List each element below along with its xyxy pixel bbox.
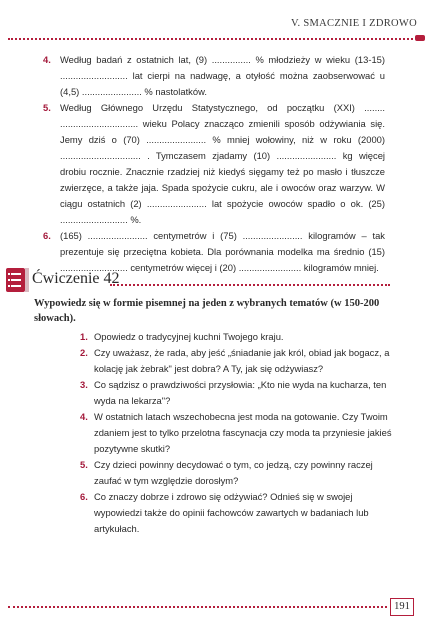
running-head: V. SMACZNIE I ZDROWO [291, 18, 417, 29]
item-number: 5. [43, 102, 51, 113]
item-number: 1. [80, 331, 88, 342]
exercise-instruction: Wypowiedz się w formie pisemnej na jeden z wybranych tematów (w 150-200 słowach). [34, 298, 380, 324]
item-number: 6. [80, 491, 88, 502]
item-text: Według badań z ostatnich lat, (9) ............... % młodzieży w wieku (13-15) .......................... lat cierpi na nadwagę, a otyłość można zaobserwować u (4,5) ....................... % nastolatków. [60, 54, 385, 97]
exercise-icon-bar [25, 268, 29, 292]
item-number: 4. [80, 411, 88, 422]
item-text: W ostatnich latach wszechobecna jest moda na gotowanie. Czy Twoim zdaniem jest to tylko przelotna fascynacja czy moda ta przyniesie jakieś pozytywne skutki? [94, 411, 392, 454]
topic-list [80, 329, 394, 537]
page-number: 191 [390, 598, 414, 616]
item-text: Opowiedz o tradycyjnej kuchni Twojego kraju. [94, 331, 284, 342]
exercise-icon [6, 268, 25, 292]
list-item [80, 345, 394, 377]
exercise-title: Ćwiczenie 42 [32, 270, 120, 287]
list-item [80, 457, 394, 489]
fill-in-list [43, 52, 385, 276]
item-number: 2. [80, 347, 88, 358]
item-text: Czy uważasz, że rada, aby jeść „śniadanie jak król, obiad jak bogacz, a kolację jak żebrak" jest dobra? A Ty, jak się odżywiasz? [94, 347, 390, 374]
list-item [80, 377, 394, 409]
item-text: Co sądzisz o prawdziwości przysłowia: „Kto nie wyda na kucharza, ten wyda na lekarza"? [94, 379, 387, 406]
top-dotted-rule [8, 38, 413, 40]
list-item [43, 228, 385, 276]
exercise-dotted-rule [110, 284, 390, 286]
item-number: 4. [43, 54, 51, 65]
item-text: Według Głównego Urzędu Statystycznego, od początku (XXI) ........ .............................. wieku Polacy znacząco zmienili sposób odżywiania się. Jemy dziś o (70) ....................... % mniej wołowiny, niż w roku (2000) ............................... . Tymczasem zjadamy (10) ....................... kg więcej drobiu rocznie. Znacznie rzadziej niż kiedyś sięgamy też po masło i tłuszcze zwierzęce, a także jaja. Spada spożycie cukru, ale i owoców oraz warzyw. W ciągu ostatnich (2) ....................... lat spożycie owoców spadło o ok. (25) .......................... %. [60, 102, 385, 225]
item-text: (165) ....................... centymetrów i (75) ....................... kilogramów – tak prezentuje się przeciętna kobieta. Dla porównania modelka ma średnio (15) .......................... centymetrów więcej i (20) ........................ kilogramów mniej. [60, 230, 385, 273]
list-item [43, 100, 385, 228]
item-number: 3. [80, 379, 88, 390]
item-text: Czy dzieci powinny decydować o tym, co jedzą, czy powinny raczej zaufać w tym względzie dorosłym? [94, 459, 373, 486]
list-item [80, 489, 394, 537]
top-rule-tab [415, 35, 425, 41]
list-item [43, 52, 385, 100]
item-number: 5. [80, 459, 88, 470]
item-number: 6. [43, 230, 51, 241]
list-item [80, 329, 394, 345]
list-item [80, 409, 394, 457]
bottom-dotted-rule [8, 606, 387, 608]
item-text: Co znaczy dobrze i zdrowo się odżywiać? Odnieś się w swojej wypowiedzi także do opinii fachowców zawartych w badaniach lub artykułach. [94, 491, 369, 534]
